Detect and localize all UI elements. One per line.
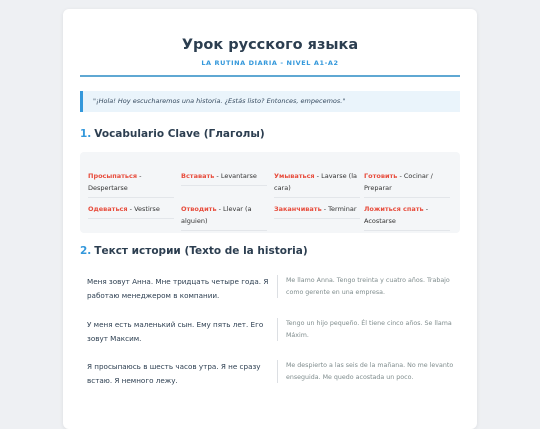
vocab-item: Отводить - Llevar (a alguien) <box>181 203 267 231</box>
story-spanish: Me llamo Anna. Tengo treinta y cuatro años. Trabajo como gerente en una empresa. <box>277 275 466 298</box>
intro-quote: "¡Hola! Hoy escucharemos una historia. ¿Estás listo? Entonces, empecemos." <box>80 91 460 112</box>
lesson-card <box>63 9 477 429</box>
vocab-spanish: Cocinar / Preparar <box>364 172 433 192</box>
section-number: 1. <box>80 128 92 140</box>
vocab-item: Ложиться спать - Acostarse <box>364 203 450 231</box>
vocab-russian: Готовить <box>364 172 398 180</box>
section-title: Текст истории (Texto de la historia) <box>94 245 308 257</box>
vocab-spanish: Acostarse <box>364 217 396 225</box>
page-subtitle: LA RUTINA DIARIA - NIVEL A1-A2 <box>201 59 339 67</box>
vocab-russian: Одеваться <box>88 205 128 213</box>
vocab-item: Просыпаться - Despertarse <box>88 170 174 198</box>
vocab-item: Умываться - Lavarse (la cara) <box>274 170 360 198</box>
story-spanish: Me despierto a las seis de la mañana. No me levanto enseguida. Me quedo acostada un poco. <box>277 360 466 383</box>
page-title: Урок русского языка <box>181 37 359 53</box>
vocab-russian: Ложиться спать <box>364 205 424 213</box>
story-russian: Меня зовут Анна. Мне тридцать четыре года. Я работаю менеджером в компании. <box>87 277 269 300</box>
vocabulary-grid <box>80 152 460 233</box>
story-russian: Я просыпаюсь в шесть часов утра. Я не сразу встаю. Я немного лежу. <box>87 362 261 385</box>
vocab-item: Готовить - Cocinar / Preparar <box>364 170 450 198</box>
section-title: Vocabulario Clave (Глаголы) <box>94 128 265 140</box>
story-russian: У меня есть маленький сын. Ему пять лет. Его зовут Максим. <box>87 320 264 343</box>
vocab-spanish: Levantarse <box>220 172 257 180</box>
section-heading-story <box>80 245 308 257</box>
vocab-russian: Умываться <box>274 172 315 180</box>
vocab-russian: Заканчивать <box>274 205 322 213</box>
vocab-item: Вставать - Levantarse <box>181 170 267 186</box>
title-divider <box>80 75 460 77</box>
vocab-item: Заканчивать - Terminar <box>274 203 360 219</box>
vocab-spanish: Lavarse (la cara) <box>274 172 357 192</box>
section-heading-vocabulary <box>80 128 265 140</box>
vocab-item: Одеваться - Vestirse <box>88 203 174 219</box>
vocab-russian: Вставать <box>181 172 215 180</box>
vocab-russian: Отводить <box>181 205 217 213</box>
vocab-spanish: Llevar (a alguien) <box>181 205 252 225</box>
section-number: 2. <box>80 245 92 257</box>
vocab-spanish: Despertarse <box>88 184 128 192</box>
vocab-spanish: Vestirse <box>134 205 160 213</box>
vocab-russian: Просыпаться <box>88 172 138 180</box>
vocab-spanish: Terminar <box>328 205 357 213</box>
story-spanish: Tengo un hijo pequeño. Él tiene cinco años. Se llama Máxim. <box>277 318 466 341</box>
